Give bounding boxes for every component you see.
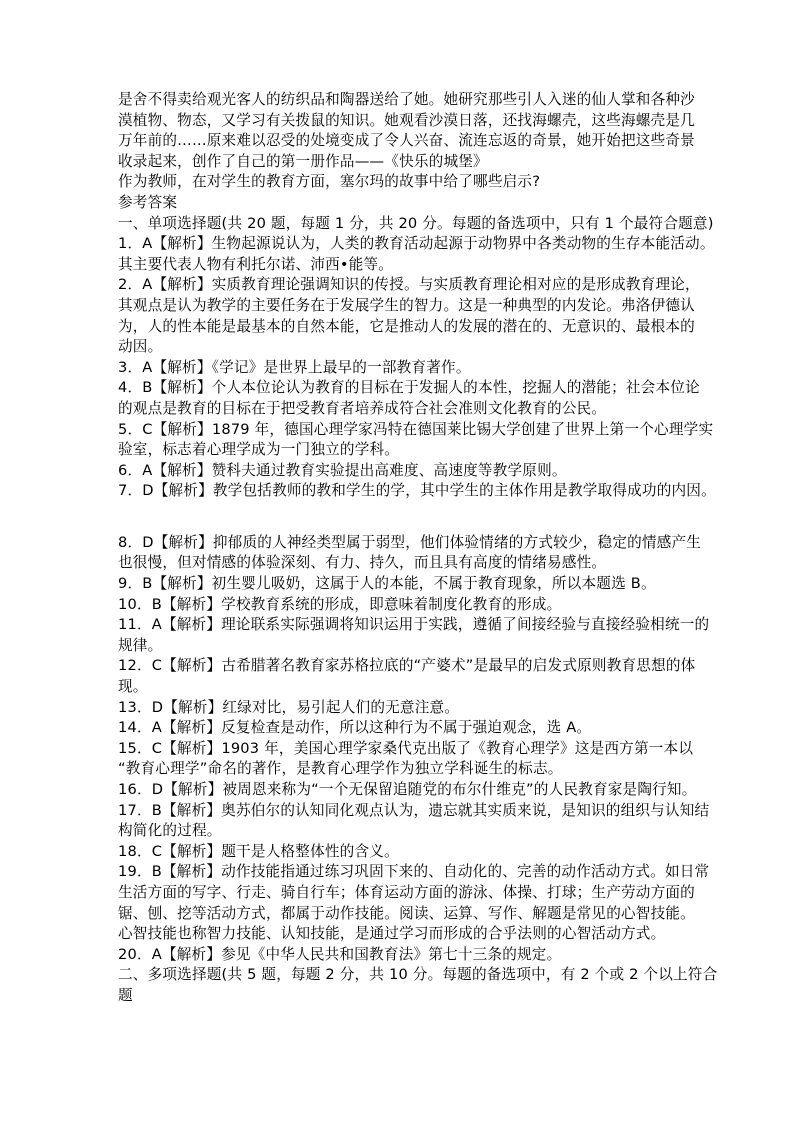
text-line: 2．A【解析】实质教育理论强调知识的传授。与实质教育理论相对应的是形成教育理论， bbox=[118, 276, 700, 294]
text-line: 17．B【解析】奥苏伯尔的认知同化观点认为，遗忘就其实质来说，是知识的组织与认知结 bbox=[118, 801, 710, 819]
text-line: 3．A【解析】《学记》是世界上最早的一部教育著作。 bbox=[118, 358, 471, 376]
text-line: 漠植物、物态，又学习有关拨鼠的知识。她观看沙漠日落，还找海螺壳，这些海螺壳是几 bbox=[118, 111, 695, 129]
text-line: 19．B【解析】动作技能指通过练习巩固下来的、自动化的、完善的动作活动方式。如日常 bbox=[118, 863, 710, 881]
text-line: 15．C【解析】1903 年，美国心理学家桑代克出版了《教育心理学》这是西方第一本以 bbox=[118, 739, 694, 757]
text-line: 6．A【解析】赞科夫通过教育实验提出高难度、高速度等教学原则。 bbox=[118, 461, 567, 479]
text-line: 为，人的性本能是最基本的自然本能，它是推动人的发展的潜在的、无意识的、最根本的 bbox=[118, 317, 695, 335]
text-line: “教育心理学”命名的著作，是教育心理学作为独立学科诞生的标志。 bbox=[118, 760, 563, 778]
text-line: 5．C【解析】1879 年，德国心理学家冯特在德国莱比锡大学创建了世界上第一个心理学实 bbox=[118, 420, 714, 438]
text-line: 12．C【解析】古希腊著名教育家苏格拉底的“产婆术”是最早的启发式原则教育思想的体 bbox=[118, 657, 696, 675]
blank-gap bbox=[118, 502, 698, 533]
text-line: 其主要代表人物有利托尔诺、沛西•能等。 bbox=[118, 255, 394, 273]
text-line: 锯、刨、挖等活动方式，都属于动作技能。阅读、运算、写作、解题是常见的心智技能。 bbox=[118, 904, 695, 922]
text-line: 7．D【解析】教学包括教师的教和学生的学，其中学生的主体作用是教学取得成功的内因。 bbox=[118, 482, 716, 500]
text-line: 心智技能也称智力技能、认知技能，是通过学习而形成的合乎法则的心智活动方式。 bbox=[118, 925, 666, 943]
text-line: 动因。 bbox=[118, 338, 163, 356]
text-line: 验室，标志着心理学成为一门独立的学科。 bbox=[118, 441, 400, 459]
text-line: 万年前的……原来难以忍受的处境变成了令人兴奋、流连忘返的奇景，她开始把这些奇景 bbox=[118, 132, 695, 150]
text-line: 二、多项选择题(共 5 题，每题 2 分，共 10 分。每题的备选项中，有 2 个或 2 个以上符合 bbox=[118, 966, 718, 984]
text-line: 构简化的过程。 bbox=[118, 822, 222, 840]
text-line: 16．D【解析】被周恩来称为“一个无保留追随党的布尔什维克”的人民教育家是陶行知。 bbox=[118, 781, 697, 798]
text-line: 18．C【解析】题干是人格整体性的含义。 bbox=[118, 842, 399, 860]
text-line: 9．B【解析】初生婴儿吸奶，这属于人的本能，不属于教育现象，所以本题选 B。 bbox=[118, 575, 656, 593]
text-line: 是舍不得卖给观光客人的纺织品和陶器送给了她。她研究那些引人入迷的仙人掌和各种沙 bbox=[118, 91, 695, 108]
document-page bbox=[118, 90, 718, 1007]
text-line: 现。 bbox=[118, 678, 148, 696]
text-line: 作为教师，在对学生的教育方面，塞尔玛的故事中给了哪些启示? bbox=[118, 173, 541, 191]
text-line: 13．D【解析】红绿对比，易引起人们的无意注意。 bbox=[118, 698, 460, 716]
text-line: 生活方面的写字、行走、骑自行车；体育运动方面的游泳、体操、打球；生产劳动方面的 bbox=[118, 883, 695, 901]
text-line: 题 bbox=[118, 986, 133, 1004]
text-line: 8．D【解析】抑郁质的人神经类型属于弱型，他们体验情绪的方式较少，稳定的情感产生 bbox=[118, 533, 702, 551]
text-line: 规律。 bbox=[118, 636, 163, 654]
text-line: 14．A【解析】反复检查是动作，所以这种行为不属于强迫观念，选 A。 bbox=[118, 719, 592, 737]
text-line: 1．A【解析】生物起源说认为，人类的教育活动起源于动物界中各类动物的生存本能活动。 bbox=[118, 235, 715, 253]
text-line: 其观点是认为教学的主要任务在于发展学生的智力。这是一种典型的内发论。弗洛伊德认 bbox=[118, 296, 695, 314]
text-line: 的观点是教育的目标在于把受教育者培养成符合社会准则文化教育的公民。 bbox=[118, 399, 607, 417]
text-line: 一、单项选择题(共 20 题，每题 1 分，共 20 分。每题的备选项中，只有 1 个最符合题意) bbox=[118, 214, 714, 232]
text-line: 也很慢，但对情感的体验深刻、有力、持久，而且具有高度的情绪易感性。 bbox=[118, 554, 607, 572]
text-line: 4．B【解析】个人本位论认为教育的目标在于发掘人的本性，挖掘人的潜能；社会本位论 bbox=[118, 379, 700, 397]
text-line: 10．B【解析】学校教育系统的形成，即意味着制度化教育的形成。 bbox=[118, 595, 562, 613]
text-line: 收录起来，创作了自己的第一册作品——《快乐的城堡》 bbox=[118, 152, 488, 170]
text-line: 参考答案 bbox=[118, 193, 178, 211]
text-line: 20．A【解析】参见《中华人民共和国教育法》第七十三条的规定。 bbox=[118, 945, 562, 963]
text-line: 11．A【解析】理论联系实际强调将知识运用于实践，遵循了间接经验与直接经验相统一的 bbox=[118, 616, 710, 634]
